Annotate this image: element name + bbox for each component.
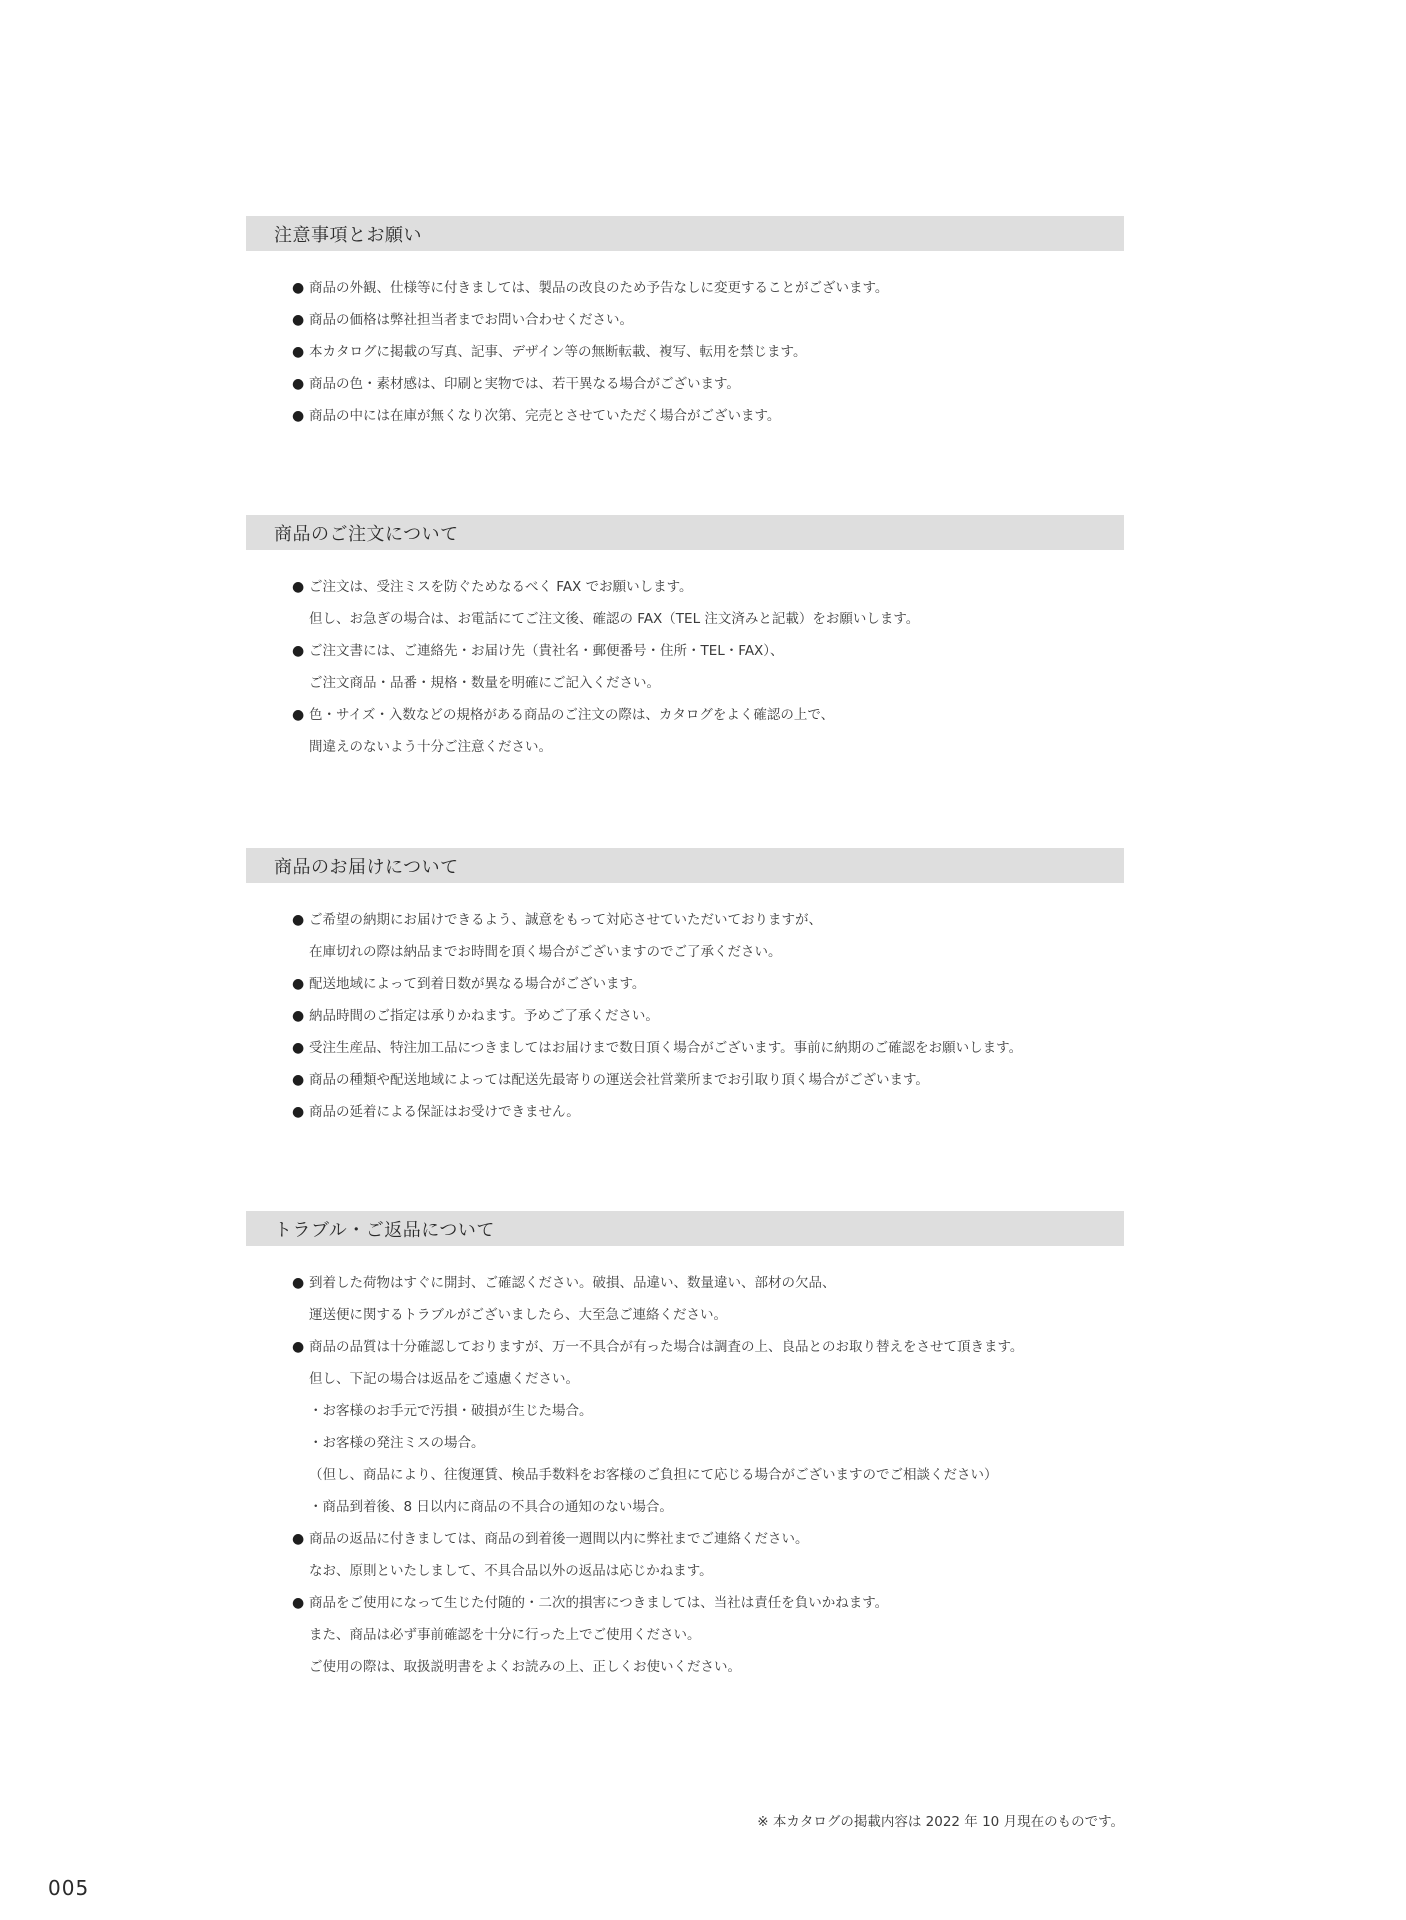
list-item (292, 304, 1124, 336)
section-ordering (246, 515, 1124, 763)
list-item-text: 商品の返品に付きましては、商品の到着後一週間以内に弊社までご連絡ください。 (309, 1531, 809, 1547)
list-item (292, 1459, 1124, 1491)
section-title: 商品のお届けについて (246, 848, 1124, 883)
list-item-text: 本カタログに掲載の写真、記事、デザイン等の無断転載、複写、転用を禁じます。 (309, 344, 807, 360)
list-item (292, 1363, 1124, 1395)
list-item (292, 1395, 1124, 1427)
ordering-list (292, 571, 1124, 763)
section-title: トラブル・ご返品について (246, 1211, 1124, 1246)
list-item (292, 1331, 1124, 1363)
list-item-text: 運送便に関するトラブルがございましたら、大至急ご連絡ください。 (309, 1307, 727, 1323)
list-item (292, 1032, 1124, 1064)
list-item (292, 1587, 1124, 1619)
bullet-icon: ● (292, 280, 305, 296)
list-item-text: 色・サイズ・入数などの規格がある商品のご注文の際は、カタログをよく確認の上で、 (309, 707, 835, 723)
list-item-text: ・お客様のお手元で汚損・破損が生じた場合。 (309, 1403, 593, 1419)
section-notes (246, 216, 1124, 432)
bullet-icon: ● (292, 1595, 305, 1611)
bullet-icon: ● (292, 344, 305, 360)
list-item (292, 699, 1124, 731)
list-item-text: 但し、お急ぎの場合は、お電話にてご注文後、確認の FAX（TEL 注文済みと記載）をお願いします。 (309, 611, 920, 627)
list-item (292, 272, 1124, 304)
bullet-icon: ● (292, 1339, 305, 1355)
list-item-text: また、商品は必ず事前確認を十分に行った上でご使用ください。 (309, 1627, 701, 1643)
list-item (292, 1555, 1124, 1587)
list-item (292, 635, 1124, 667)
list-item-text: 到着した荷物はすぐに開封、ご確認ください。破損、品違い、数量違い、部材の欠品、 (309, 1275, 836, 1291)
list-item (292, 1096, 1124, 1128)
returns-list (292, 1267, 1124, 1683)
section-title: 注意事項とお願い (246, 216, 1124, 251)
list-item (292, 667, 1124, 699)
bullet-icon: ● (292, 312, 305, 328)
bullet-icon: ● (292, 1040, 305, 1056)
list-item-text: ご注文は、受注ミスを防ぐためなるべく FAX でお願いします。 (309, 579, 693, 595)
list-item-text: （但し、商品により、往復運賃、検品手数料をお客様のご負担にて応じる場合がございますのでご相談ください） (309, 1467, 998, 1483)
list-item-text: 在庫切れの際は納品までお時間を頂く場合がございますのでご了承ください。 (309, 944, 782, 960)
section-delivery (246, 848, 1124, 1128)
list-item (292, 968, 1124, 1000)
list-item-text: 受注生産品、特注加工品につきましてはお届けまで数日頂く場合がございます。事前に納期のご確認をお願いします。 (309, 1040, 1023, 1056)
list-item-text: ご注文書には、ご連絡先・お届け先（貴社名・郵便番号・住所・TEL・FAX）、 (309, 643, 784, 659)
list-item-text: ・商品到着後、8 日以内に商品の不具合の通知のない場合。 (309, 1499, 673, 1515)
bullet-icon: ● (292, 1008, 305, 1024)
list-item-text: 商品の中には在庫が無くなり次第、完売とさせていただく場合がございます。 (309, 408, 781, 424)
delivery-list (292, 904, 1124, 1128)
list-item (292, 1427, 1124, 1459)
list-item (292, 368, 1124, 400)
list-item-text: ・お客様の発注ミスの場合。 (309, 1435, 485, 1451)
bullet-icon: ● (292, 1104, 305, 1120)
bullet-icon: ● (292, 1275, 305, 1291)
list-item (292, 1000, 1124, 1032)
list-item-text: 商品の種類や配送地域によっては配送先最寄りの運送会社営業所までお引取り頂く場合がございます。 (309, 1072, 929, 1088)
list-item (292, 1267, 1124, 1299)
list-item-text: 但し、下記の場合は返品をご遠慮ください。 (309, 1371, 579, 1387)
section-title: 商品のご注文について (246, 515, 1124, 550)
list-item-text: 配送地域によって到着日数が異なる場合がございます。 (309, 976, 646, 992)
list-item (292, 400, 1124, 432)
list-item-text: 商品の色・素材感は、印刷と実物では、若干異なる場合がございます。 (309, 376, 740, 392)
list-item (292, 1491, 1124, 1523)
list-item (292, 1523, 1124, 1555)
list-item-text: 商品の外観、仕様等に付きましては、製品の改良のため予告なしに変更することがございます。 (309, 280, 889, 296)
list-item-text: なお、原則といたしまして、不具合品以外の返品は応じかねます。 (309, 1563, 713, 1579)
list-item (292, 571, 1124, 603)
footnote: ※ 本カタログの掲載内容は 2022 年 10 月現在のものです。 (757, 1814, 1124, 1830)
bullet-icon: ● (292, 408, 305, 424)
list-item (292, 936, 1124, 968)
list-item-text: 納品時間のご指定は承りかねます。予めご了承ください。 (309, 1008, 659, 1024)
list-item-text: ご注文商品・品番・規格・数量を明確にご記入ください。 (309, 675, 660, 691)
list-item-text: 商品をご使用になって生じた付随的・二次的損害につきましては、当社は責任を負いかねます。 (309, 1595, 889, 1611)
list-item-text: ご使用の際は、取扱説明書をよくお読みの上、正しくお使いください。 (309, 1659, 741, 1675)
bullet-icon: ● (292, 1531, 305, 1547)
section-returns (246, 1211, 1124, 1683)
bullet-icon: ● (292, 707, 305, 723)
list-item (292, 336, 1124, 368)
notes-list (292, 272, 1124, 432)
bullet-icon: ● (292, 643, 305, 659)
list-item-text: 間違えのないよう十分ご注意ください。 (309, 739, 552, 755)
list-item (292, 1619, 1124, 1651)
list-item (292, 731, 1124, 763)
list-item (292, 1299, 1124, 1331)
page-number: 005 (48, 1876, 90, 1900)
bullet-icon: ● (292, 1072, 305, 1088)
list-item (292, 603, 1124, 635)
list-item-text: 商品の価格は弊社担当者までお問い合わせください。 (309, 312, 633, 328)
list-item (292, 1651, 1124, 1683)
list-item-text: 商品の延着による保証はお受けできません。 (309, 1104, 580, 1120)
list-item-text: ご希望の納期にお届けできるよう、誠意をもって対応させていただいておりますが、 (309, 912, 822, 928)
bullet-icon: ● (292, 976, 305, 992)
bullet-icon: ● (292, 912, 305, 928)
bullet-icon: ● (292, 579, 305, 595)
bullet-icon: ● (292, 376, 305, 392)
list-item (292, 904, 1124, 936)
list-item-text: 商品の品質は十分確認しておりますが、万一不具合が有った場合は調査の上、良品とのお取り替えをさせて頂きます。 (309, 1339, 1024, 1355)
list-item (292, 1064, 1124, 1096)
